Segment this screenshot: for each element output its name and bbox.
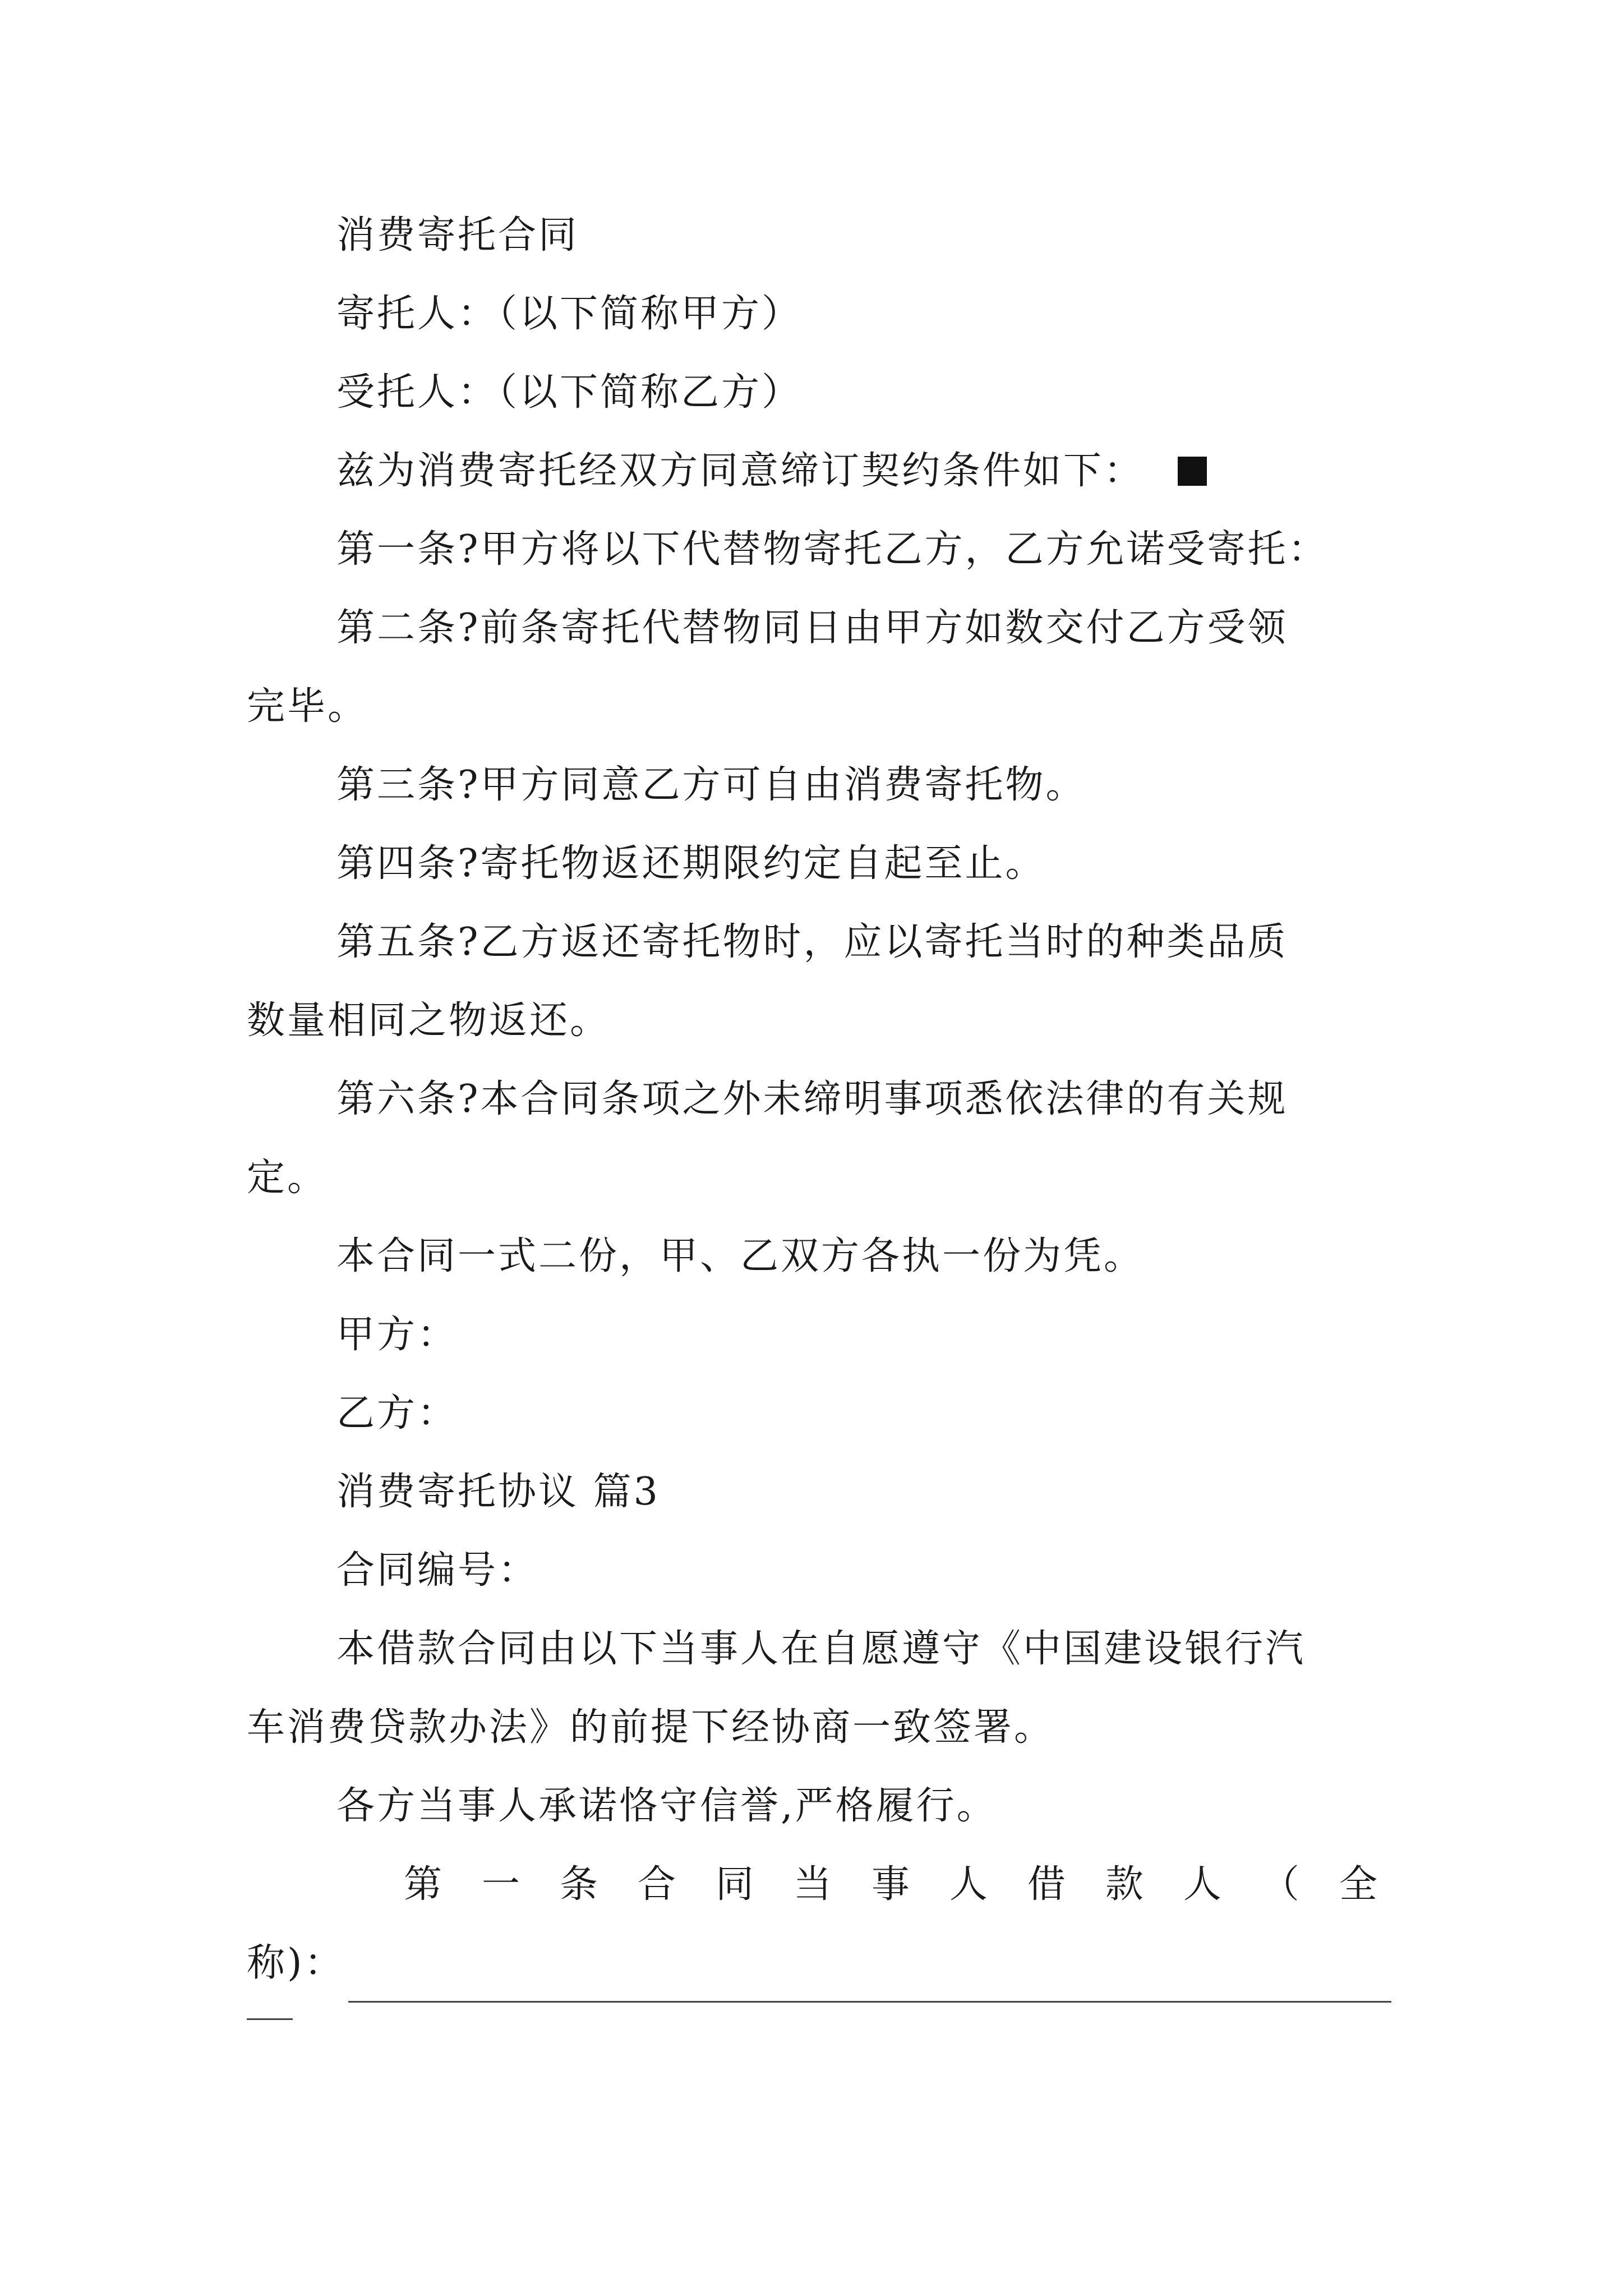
- party-a-signature: 甲方：: [336, 1313, 458, 1357]
- depositor-line: 寄托人：（以下简称甲方）: [336, 292, 803, 336]
- contract-title: 消费寄托合同: [336, 213, 579, 257]
- contract-number-line: 合同编号：: [336, 1548, 539, 1593]
- spaced-char: 当: [793, 1862, 834, 1907]
- preamble-text: 兹为消费寄托经双方同意缔订契约条件如下：: [336, 449, 1145, 493]
- article-4: 第四条?寄托物返还期限约定自起至止。: [336, 841, 1046, 886]
- spaced-char: 合: [637, 1862, 678, 1907]
- article-5: 第五条?乙方返还寄托物时，应以寄托当时的种类品质: [336, 920, 1288, 964]
- borrower-name-label: 称)：: [247, 1941, 345, 1985]
- spaced-char: 款: [1105, 1862, 1146, 1907]
- borrower-name-blank: [348, 1962, 1391, 2003]
- spaced-char: （: [1261, 1862, 1302, 1907]
- spaced-char: 全: [1339, 1862, 1380, 1907]
- article-6: 第六条?本合同条项之外未缔明事项悉依法律的有关规: [336, 1077, 1288, 1121]
- spaced-char: 借: [1027, 1862, 1068, 1907]
- black-square-icon: [1178, 457, 1207, 486]
- spaced-char: 事: [871, 1862, 912, 1907]
- party-b-signature: 乙方：: [336, 1391, 458, 1435]
- spaced-char: 同: [715, 1862, 756, 1907]
- parties-commitment: 各方当事人承诺恪守信誉,严格履行。: [336, 1784, 997, 1828]
- borrower-name-line: [247, 1924, 1380, 2003]
- article-1: 第一条?甲方将以下代替物寄托乙方，乙方允诺受寄托：: [336, 527, 1329, 572]
- section-heading: 消费寄托协议 篇3: [336, 1470, 660, 1514]
- article-6-continuation: 定。: [247, 1156, 328, 1200]
- depositary-line: 受托人：（以下简称乙方）: [336, 370, 803, 415]
- loan-preamble: 本借款合同由以下当事人在自愿遵守《中国建设银行汽: [336, 1627, 1306, 1671]
- spaced-char: 人: [1183, 1862, 1224, 1907]
- spaced-char: 人: [949, 1862, 990, 1907]
- spaced-char: 第: [404, 1862, 445, 1907]
- loan-preamble-continuation: 车消费贷款办法》的前提下经协商一致签署。: [247, 1705, 1055, 1750]
- article-3: 第三条?甲方同意乙方可自由消费寄托物。: [336, 763, 1086, 807]
- spaced-char: 一: [481, 1862, 522, 1907]
- article-2: 第二条?前条寄托代替物同日由甲方如数交付乙方受领: [336, 606, 1288, 650]
- article-2-continuation: 完毕。: [247, 684, 368, 729]
- spaced-char: 条: [559, 1862, 600, 1907]
- short-rule-line: [247, 2018, 293, 2020]
- copies-clause: 本合同一式二份，甲、乙双方各执一份为凭。: [336, 1234, 1145, 1278]
- document-body: [247, 196, 1380, 2003]
- preamble-line: [247, 432, 1380, 510]
- loan-article-1: [247, 1846, 1380, 1924]
- article-5-continuation: 数量相同之物返还。: [247, 999, 611, 1043]
